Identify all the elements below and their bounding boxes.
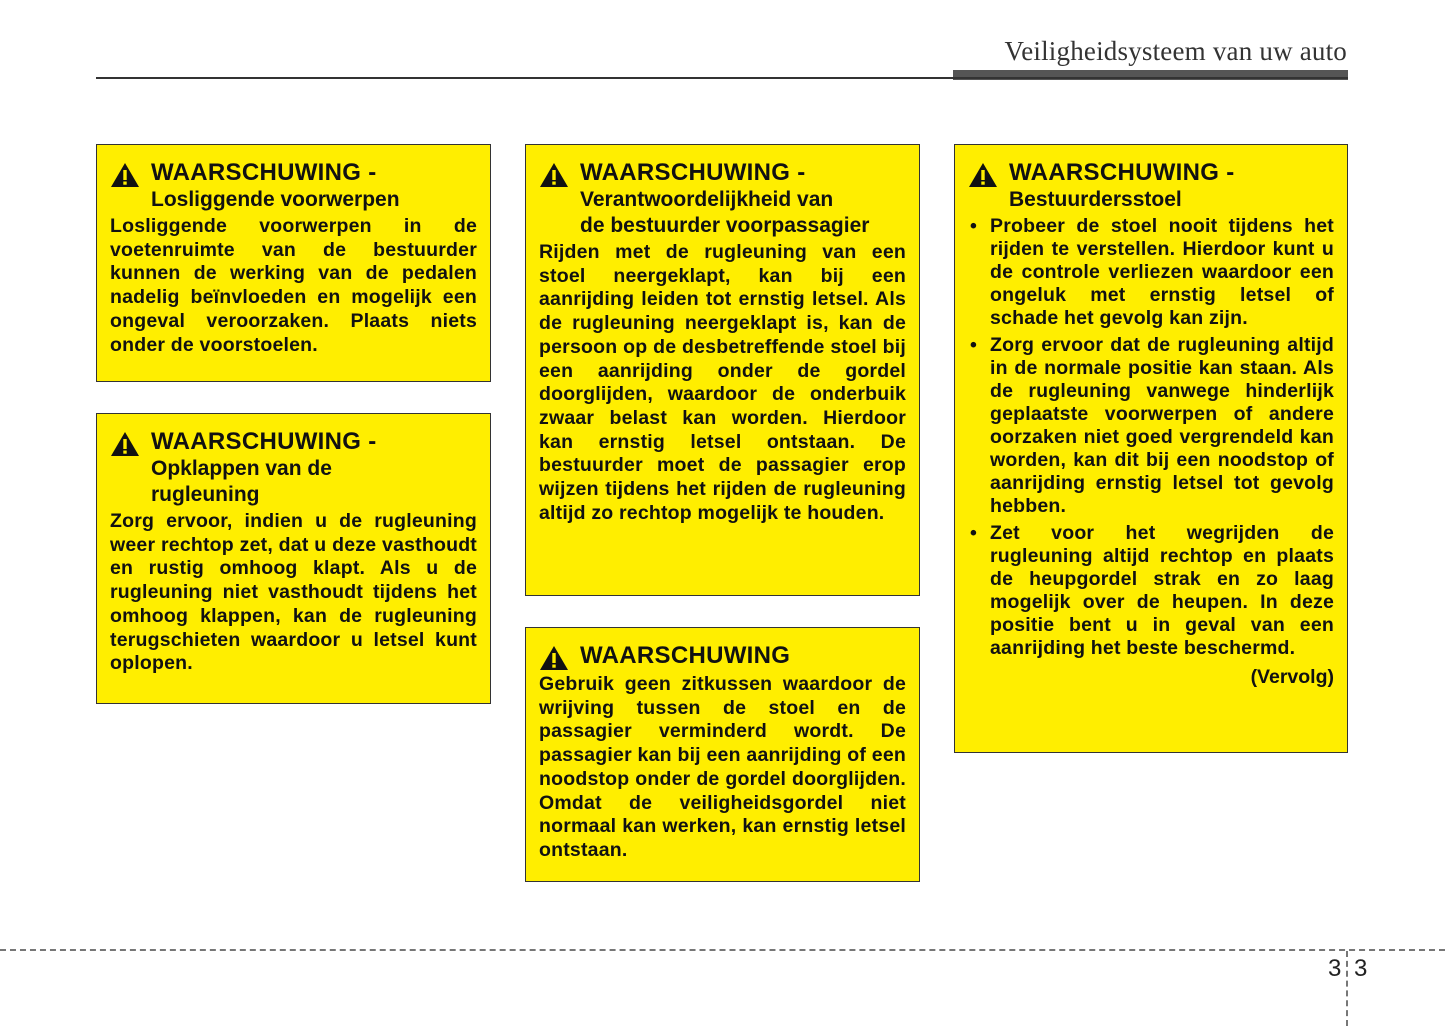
- warning-triangle-icon: [968, 162, 998, 188]
- footer-page-divider: [1346, 951, 1348, 1026]
- warning-triangle-icon: [539, 162, 569, 188]
- warning-title: WAARSCHUWING -: [1009, 159, 1235, 186]
- warning-body: Losliggende voorwerpen in de voetenruimte van de bestuurder kunnen de werking van de pedalen nadelig beïnvloeden en mogelijk een ongeval veroorzaken. Plaats niets onder de voorstoelen.: [110, 215, 477, 356]
- bullet-icon: •: [970, 215, 978, 237]
- footer-dashed-rule: [0, 949, 1445, 951]
- warning-subtitle: Losliggende voorwerpen: [151, 188, 400, 211]
- list-item-text: Probeer de stoel nooit tijdens het rijden te verstellen. Hierdoor kunt u de controle verliezen waardoor een ongeluk met ernstig letsel of schade het gevolg kan zijn.: [990, 215, 1334, 329]
- warning-body: Rijden met de rugleuning van een stoel neergeklapt, kan bij een aanrijding leiden tot ernstig letsel. Als de rugleuning neergeklapt is, kan de persoon op de desbetreffende stoel bij een aanrijding onder de gordel doorglijden, waardoor de onderbuik zwaar belast kan worden. Hierdoor kan ernstig letsel ontstaan. De bestuurder moet de passagier erop wijzen tijdens het rijden de rugleuning altijd zo rechtop mogelijk te houden.: [539, 241, 906, 524]
- page-number: 3: [1354, 955, 1368, 982]
- list-item-text: Zet voor het wegrijden de rugleuning altijd rechtop en plaats de heupgordel strak en zo laag mogelijk over de heupen. In deze positie bent u in geval van een aanrijding het beste beschermd.: [990, 522, 1334, 659]
- bullet-icon: •: [970, 522, 978, 544]
- warning-box-driver-responsibility: [525, 144, 920, 596]
- warning-title: WAARSCHUWING -: [580, 159, 806, 186]
- list-item: [968, 334, 1334, 518]
- warning-triangle-icon: [110, 162, 140, 188]
- list-item: [968, 522, 1334, 660]
- warning-subtitle: Verantwoordelijkheid van de bestuurder voorpassagier: [580, 188, 870, 237]
- warning-subtitle: Bestuurdersstoel: [1009, 188, 1182, 211]
- warning-title: WAARSCHUWING -: [151, 428, 377, 455]
- list-item-text: Zorg ervoor dat de rugleuning altijd in de normale positie kan staan. Als de rugleuning vanwege hinderlijk geplaatste voorwerpen of andere oorzaken niet goed vergrendeld kan worden, kan dit bij een noodstop of aanrijding ernstig letsel tot gevolg hebben.: [990, 334, 1334, 517]
- warning-box-folding-backrest: [96, 413, 491, 704]
- page-header-title: Veiligheidsysteem van uw auto: [1004, 36, 1347, 66]
- warning-body: Zorg ervoor, indien u de rugleuning weer rechtop zet, dat u deze vasthoudt en rustig omhoog klapt. Als u de rugleuning niet vasthoudt tijdens het omhoog klappen, kan de rugleuning terugschieten waardoor u letsel kunt oplopen.: [110, 510, 477, 675]
- continued-label: (Vervolg): [1250, 666, 1334, 688]
- header-rule: [96, 77, 1348, 79]
- warning-box-seat-cushion: [525, 627, 920, 882]
- warning-title: WAARSCHUWING -: [151, 159, 377, 186]
- warning-bullet-list: [968, 215, 1334, 660]
- warning-box-loose-objects: [96, 144, 491, 382]
- chapter-number: 3: [1328, 955, 1342, 982]
- warning-subtitle: Opklappen van de rugleuning: [151, 457, 332, 506]
- warning-body: Gebruik geen zitkussen waardoor de wrijving tussen de stoel en de passagier verminderd wordt. De passagier kan bij een aanrijding of een noodstop onder de gordel doorglijden. Omdat de veiligheidsgordel niet normaal kan werken, kan ernstig letsel ontstaan.: [539, 673, 906, 861]
- warning-triangle-icon: [110, 431, 140, 457]
- warning-title: WAARSCHUWING: [580, 642, 791, 669]
- warning-box-driver-seat: [954, 144, 1348, 753]
- bullet-icon: •: [970, 334, 978, 356]
- warning-triangle-icon: [539, 645, 569, 671]
- list-item: [968, 215, 1334, 330]
